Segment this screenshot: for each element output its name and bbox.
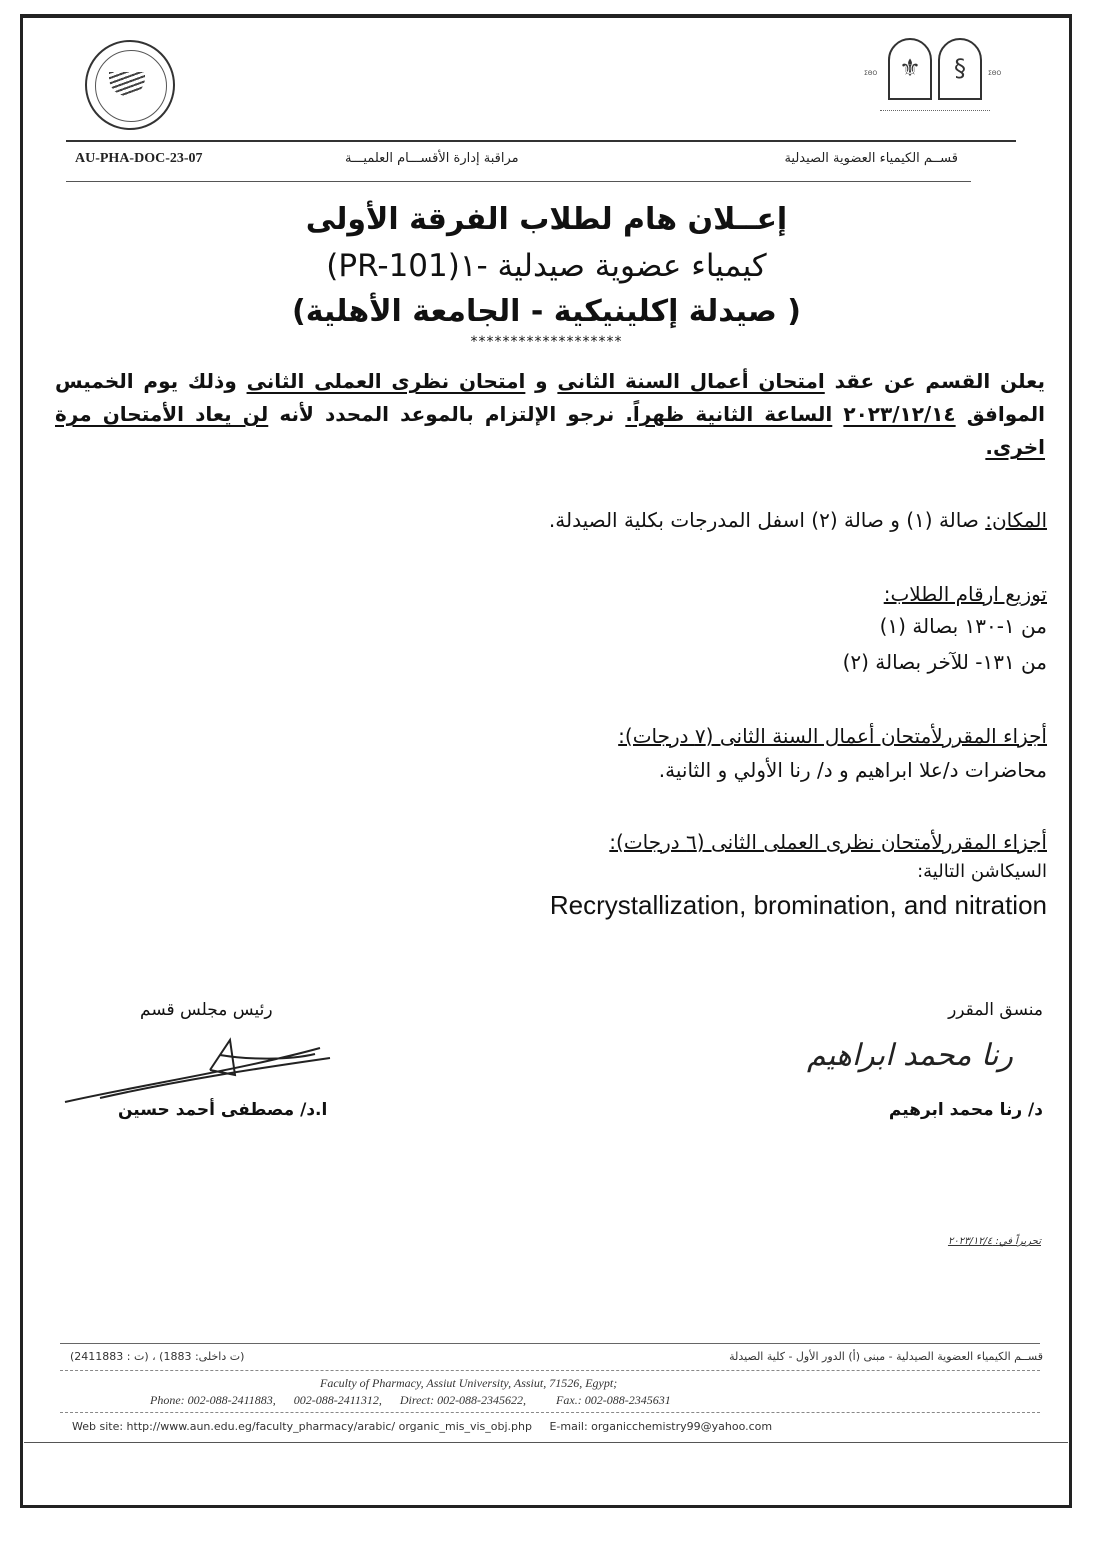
coordinator-role: منسق المقرر (948, 1000, 1043, 1020)
part1-content: محاضرات د/علا ابراهيم و د/ رنا الأولي و الثانية. (658, 758, 1047, 782)
header-divider-bottom (66, 181, 971, 182)
footer-divider-bottom (24, 1442, 1068, 1443)
footer-divider (60, 1343, 1040, 1344)
department-monitor-label: مراقبة إدارة الأقســـام العلميـــة (345, 151, 519, 166)
part2-heading: أجزاء المقررلأمتحان نظرى العملى الثانى (٦ درجات): (609, 830, 1047, 854)
part1-heading: أجزاء المقررلأمتحان أعمال السنة الثانى (٧ درجات): (618, 724, 1047, 748)
distribution-row: من ١-١٣٠ بصالة (١) (879, 614, 1047, 638)
title-line-1: إعــلان هام لطلاب الفرقة الأولى (305, 202, 788, 237)
announcement-paragraph: يعلن القسم عن عقد امتحان أعمال السنة الثانى و امتحان نظرى العملى الثانى وذلك يوم الخميس الموافق ٢٠٢٣/١٢/١٤ الساعة الثانية ظهراً. نرجو الإلتزام بالموعد المحدد لأنه لن يعاد الأمتحان مرة اخرى. (55, 369, 1046, 459)
written-on-date: تحريراً في: ٢٠٢٣/١٢/٤ (947, 1236, 1041, 1247)
department-name: قســم الكيمياء العضوية الصيدلية (784, 151, 958, 166)
faculty-emblem-logo: ⚜ § ΣΘΟ ΣΘΟ (860, 30, 1010, 130)
footer-divider (60, 1412, 1040, 1413)
footer-phones-english: Phone: 002-088-2411883, 002-088-2411312, Direct: 002-088-2345622, Fax.: 002-088-2345631 (150, 1393, 671, 1407)
footer-website-email: Web site: http://www.aun.edu.eg/faculty_pharmacy/arabic/ organic_mis_vis_obj.php E-mail: organicchemistry99@yahoo.com (72, 1420, 773, 1433)
title-line-3: ( صيدلة إكلينيكية - الجامعة الأهلية) (292, 294, 801, 329)
distribution-row: من ١٣١- للآخر بصالة (٢) (842, 650, 1047, 674)
exam-time: الساعة الثانية ظهراً. (625, 402, 833, 426)
no-retake-warning: لن يعاد الأمتحان مرة اخرى. (55, 402, 1045, 459)
title-line-2: كيمياء عضوية صيدلية -١(PR-101) (326, 248, 767, 284)
footer-divider (60, 1370, 1040, 1371)
document-code: AU-PHA-DOC-23-07 (75, 151, 203, 166)
title-stars-divider: ******************* (470, 334, 623, 350)
header-divider-top (66, 140, 1016, 142)
footer-address-arabic: قســم الكيمياء العضوية الصيدلية - مبنى (أ) الدور الأول - كلية الصيدلة (729, 1350, 1043, 1363)
head-signature-scribble (60, 1030, 340, 1110)
location-value: صالة (١) و صالة (٢) اسفل المدرجات بكلية الصيدلة. (548, 508, 979, 532)
coordinator-signature: رنا محمد ابراهيم (807, 1038, 1013, 1073)
location-label: المكان: (985, 508, 1047, 532)
footer-phone-arabic: (ت داخلى: 1883) ، (ت : 2411883) (70, 1350, 245, 1363)
exam-2-label: امتحان نظرى العملى الثانى (246, 369, 526, 393)
footer-address-english: Faculty of Pharmacy, Assiut University, Assiut, 71526, Egypt; (320, 1376, 618, 1390)
coordinator-name: د/ رنا محمد ابرهيم (888, 1100, 1043, 1120)
part2-sections-english: Recrystallization, bromination, and nitration (549, 890, 1047, 920)
part2-content: السيكاشن التالية: (917, 861, 1047, 882)
location-line (549, 506, 1047, 534)
head-of-department-role: رئيس مجلس قسم (140, 1000, 273, 1020)
head-of-department-name: ا.د/ مصطفى أحمد حسين (118, 1100, 328, 1120)
university-seal-logo (85, 40, 175, 130)
exam-date: ٢٠٢٣/١٢/١٤ (843, 402, 956, 426)
exam-1-label: امتحان أعمال السنة الثانى (557, 369, 825, 393)
distribution-heading: توزيع ارقام الطلاب: (883, 582, 1047, 606)
